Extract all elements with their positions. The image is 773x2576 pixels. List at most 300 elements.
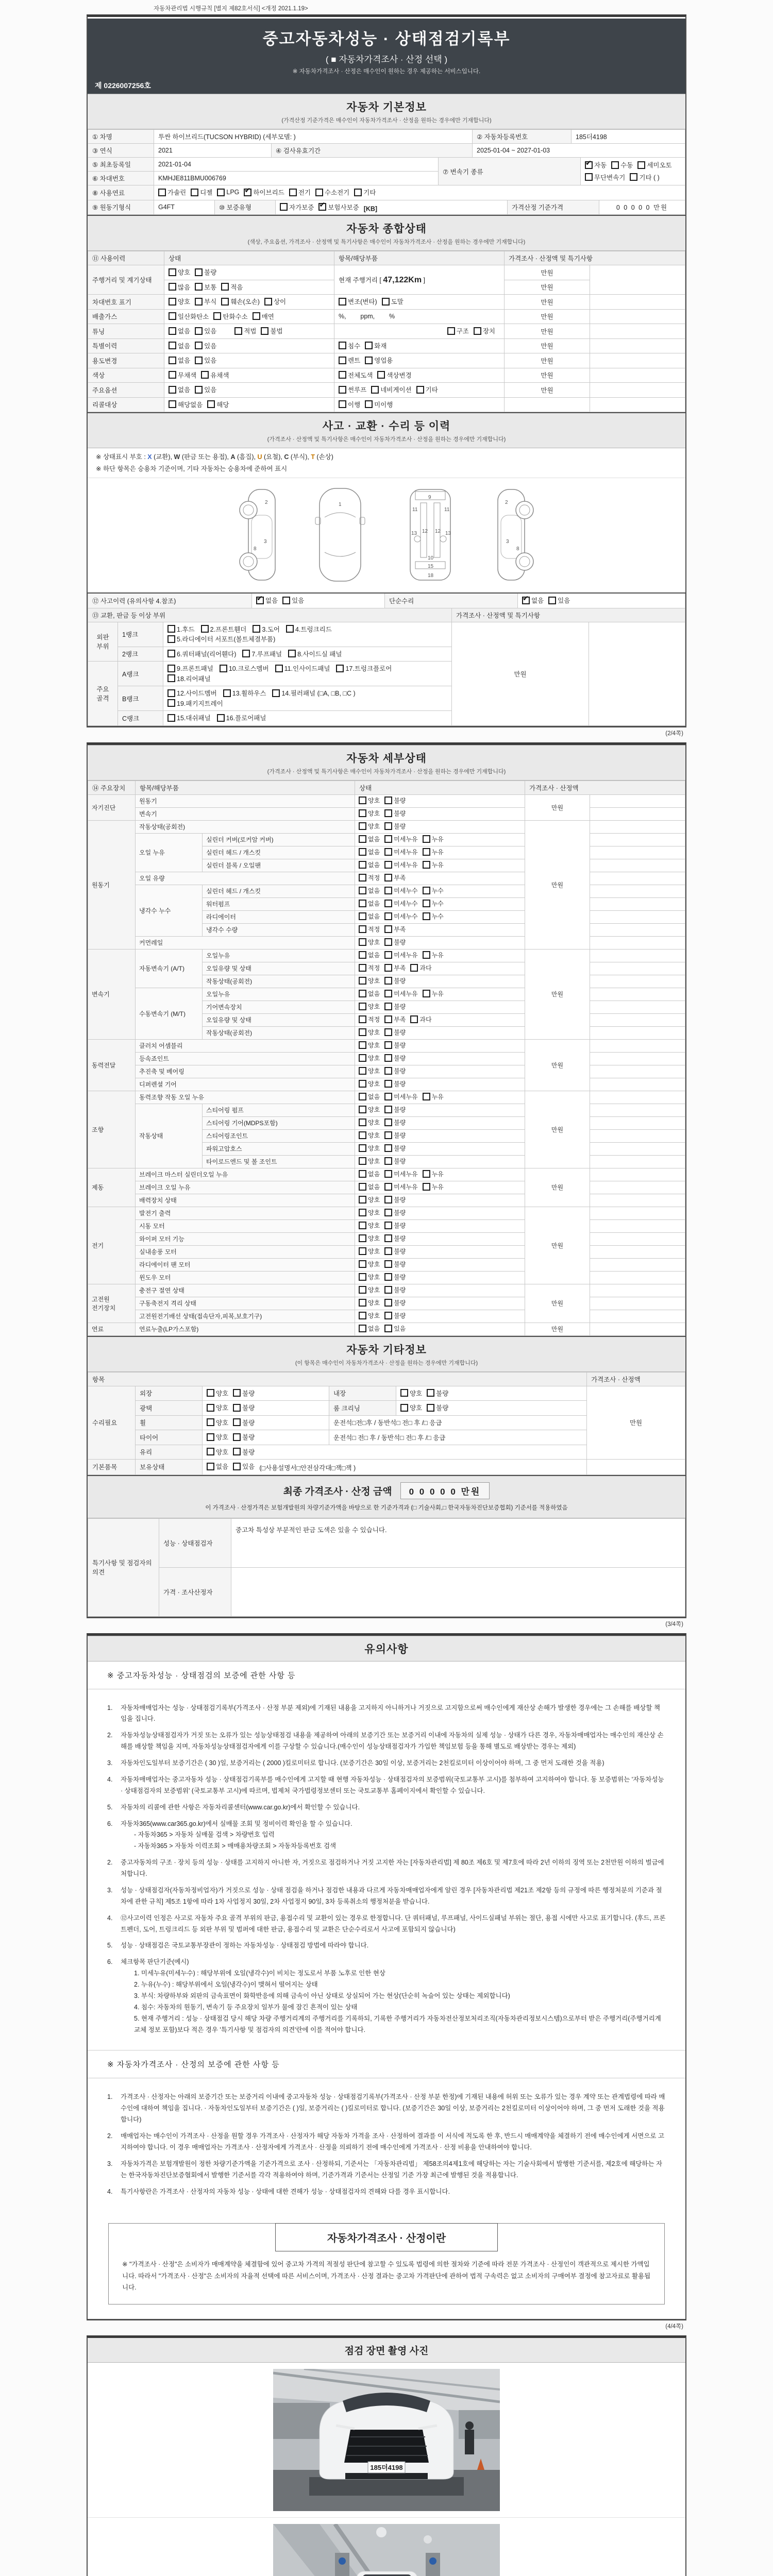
checkbox-icon[interactable] [195, 298, 203, 306]
checkbox-누유[interactable]: 누유 [423, 835, 444, 843]
checkbox-icon[interactable] [167, 625, 175, 633]
checkbox-icon[interactable] [384, 1247, 392, 1255]
checkbox-일산화탄소[interactable]: 일산화탄소 [169, 312, 209, 321]
car-underbody-diagram[interactable] [399, 485, 462, 584]
checkbox-icon[interactable] [359, 990, 366, 997]
checkbox-icon[interactable] [359, 1106, 366, 1113]
checkbox-icon[interactable] [207, 1463, 214, 1470]
checkbox-icon[interactable] [318, 203, 326, 211]
checkbox-icon[interactable] [384, 1260, 392, 1268]
checkbox-양호[interactable]: 양호 [359, 796, 380, 805]
checkbox-icon[interactable] [280, 203, 288, 211]
checkbox-기타[interactable]: 기타 [354, 188, 376, 197]
checkbox-icon[interactable] [207, 1448, 214, 1455]
checkbox-icon[interactable] [384, 1093, 392, 1100]
checkbox-양호[interactable]: 양호 [207, 1418, 228, 1427]
checkbox-양호[interactable]: 양호 [400, 1388, 422, 1398]
checkbox-없음[interactable]: 없음 [359, 1182, 380, 1191]
checkbox-누수[interactable]: 누수 [423, 899, 444, 908]
checkbox-icon[interactable] [384, 1325, 392, 1332]
checkbox-없음[interactable]: 없음 [359, 989, 380, 998]
checkbox-양호[interactable]: 양호 [359, 1157, 380, 1165]
checkbox-없음[interactable]: ✔ 없음 [256, 596, 278, 605]
checkbox-icon[interactable] [359, 1054, 366, 1062]
checkbox-미세누수[interactable]: 미세누수 [384, 886, 417, 895]
checkbox-전체도색[interactable]: 전체도색 [339, 370, 373, 380]
checkbox-icon[interactable] [359, 1247, 366, 1255]
checkbox-icon[interactable] [233, 1389, 241, 1397]
checkbox-부족[interactable]: 부족 [384, 873, 406, 882]
checkbox-양호[interactable]: 양호 [359, 1028, 380, 1037]
checkbox-불량[interactable]: 불량 [384, 809, 406, 818]
checkbox-없음[interactable]: 없음 [169, 341, 190, 350]
checkbox-icon[interactable] [339, 357, 346, 364]
checkbox-불량[interactable]: 불량 [384, 1105, 406, 1114]
checkbox-icon[interactable] [233, 1433, 241, 1441]
checkbox-icon[interactable] [384, 835, 392, 843]
checkbox-icon[interactable] [359, 1312, 366, 1319]
checkbox-icon[interactable] [384, 1286, 392, 1294]
checkbox-icon[interactable] [359, 951, 366, 959]
checkbox-불량[interactable]: 불량 [384, 938, 406, 946]
checkbox-icon[interactable] [339, 298, 346, 306]
checkbox-해당없음[interactable]: 해당없음 [169, 400, 203, 409]
checkbox-장치[interactable]: 장치 [474, 326, 495, 335]
checkbox-icon[interactable] [384, 1157, 392, 1165]
checkbox-있음[interactable]: 있음 [548, 596, 570, 605]
checkbox-icon[interactable] [275, 665, 283, 672]
checkbox-icon[interactable] [359, 1222, 366, 1229]
checkbox-있음[interactable]: 있음 [195, 326, 216, 335]
checkbox-무채색[interactable]: 무채색 [169, 370, 196, 380]
checkbox-icon[interactable] [339, 386, 346, 394]
checkbox-불량[interactable]: 불량 [384, 1028, 406, 1037]
checkbox-미세누수[interactable]: 미세누수 [384, 899, 417, 908]
checkbox-있음[interactable]: 있음 [195, 341, 216, 350]
checkbox-icon[interactable] [637, 161, 645, 169]
checkbox-icon[interactable] [423, 1093, 430, 1100]
checkbox-가솔린[interactable]: 가솔린 [158, 188, 186, 197]
checkbox-누유[interactable]: 누유 [423, 1182, 444, 1191]
checkbox-icon[interactable] [336, 665, 344, 672]
checkbox-미세누수[interactable]: 미세누수 [384, 912, 417, 921]
checkbox-없음[interactable]: 없음 [169, 385, 190, 394]
checkbox-icon[interactable] [427, 1389, 434, 1397]
checkbox-icon[interactable] [359, 861, 366, 869]
checkbox-자동[interactable]: ✔ 자동 [585, 160, 607, 170]
checkbox-불량[interactable]: 불량 [233, 1418, 255, 1427]
checkbox-icon[interactable] [359, 1003, 366, 1010]
checkbox-icon[interactable] [365, 342, 373, 349]
checkbox-icon[interactable] [234, 327, 242, 335]
checkbox-불량[interactable]: 불량 [384, 1298, 406, 1307]
checkbox-미세누유[interactable]: 미세누유 [384, 860, 417, 869]
checkbox-icon[interactable] [384, 874, 392, 882]
checkbox-icon[interactable] [384, 1144, 392, 1152]
checkbox-icon[interactable] [359, 938, 366, 946]
checkbox-불량[interactable]: 불량 [384, 1285, 406, 1294]
checkbox-icon[interactable] [377, 371, 385, 379]
checkbox-자가보증[interactable]: 자가보증 [280, 202, 314, 212]
checkbox-없음[interactable]: 없음 [359, 899, 380, 908]
checkbox-icon[interactable] [359, 1028, 366, 1036]
checkbox-적정[interactable]: 적정 [359, 925, 380, 934]
checkbox-icon[interactable] [384, 1196, 392, 1204]
checkbox-icon[interactable] [282, 597, 290, 604]
checkbox-icon[interactable] [423, 887, 430, 894]
checkbox-icon[interactable] [359, 1299, 366, 1307]
checkbox-icon[interactable] [427, 1404, 434, 1412]
checkbox-양호[interactable]: 양호 [207, 1403, 228, 1412]
checkbox-보험사보증[interactable]: ✔ 보험사보증 [318, 202, 359, 212]
checkbox-icon[interactable] [400, 1389, 408, 1397]
checkbox-양호[interactable]: 양호 [207, 1388, 228, 1398]
checkbox-없음[interactable]: 없음 [359, 1324, 380, 1333]
checkbox-icon[interactable] [384, 951, 392, 959]
checkbox-icon[interactable] [630, 173, 637, 181]
checkbox-불량[interactable]: 불량 [384, 1131, 406, 1140]
checkbox-icon[interactable] [221, 283, 229, 291]
checkbox-icon[interactable] [359, 964, 366, 972]
checkbox-icon[interactable] [384, 938, 392, 946]
checkbox-양호[interactable]: 양호 [359, 1260, 380, 1268]
checkbox-icon[interactable] [233, 1448, 241, 1455]
checkbox-영업용[interactable]: 영업용 [365, 355, 393, 365]
checkbox-불법[interactable]: 불법 [261, 326, 282, 335]
checkbox-icon[interactable] [359, 1196, 366, 1204]
checkbox-없음[interactable]: 없음 [359, 848, 380, 856]
checkbox-미세누유[interactable]: 미세누유 [384, 989, 417, 998]
checkbox-양호[interactable]: 양호 [359, 809, 380, 818]
checkbox-불량[interactable]: 불량 [195, 267, 216, 277]
checkbox-icon[interactable] [207, 1389, 214, 1397]
checkbox-icon[interactable] [384, 822, 392, 830]
car-top-view-diagram[interactable] [311, 485, 369, 584]
checkbox-미세누유[interactable]: 미세누유 [384, 848, 417, 856]
checkbox-색상변경[interactable]: 색상변경 [377, 370, 411, 380]
checkbox-icon[interactable] [423, 900, 430, 907]
checkbox-icon[interactable] [359, 1260, 366, 1268]
checkbox-icon[interactable] [233, 1418, 241, 1426]
checkbox-양호[interactable]: 양호 [359, 1234, 380, 1243]
checkbox-icon[interactable] [423, 848, 430, 856]
checkbox-icon[interactable] [384, 1209, 392, 1216]
checkbox-없음[interactable]: 없음 [359, 835, 380, 843]
checkbox-icon[interactable] [359, 1234, 366, 1242]
checkbox-양호[interactable]: 양호 [359, 1221, 380, 1230]
checkbox-불량[interactable]: 불량 [384, 1195, 406, 1204]
checkbox-icon[interactable] [289, 189, 297, 196]
checkbox-양호[interactable]: 양호 [359, 976, 380, 985]
checkbox-양호[interactable]: 양호 [207, 1432, 228, 1442]
checkbox-icon[interactable] [384, 1234, 392, 1242]
checkbox-미세누유[interactable]: 미세누유 [384, 951, 417, 959]
checkbox-탄화수소[interactable]: 탄화수소 [213, 312, 247, 321]
checkbox-icon[interactable] [207, 1433, 214, 1441]
checkbox-icon[interactable] [359, 1209, 366, 1216]
checkbox-icon[interactable] [169, 283, 176, 291]
checkbox-icon[interactable] [384, 1183, 392, 1191]
checkbox-icon[interactable] [384, 900, 392, 907]
checkbox-icon[interactable] [359, 977, 366, 985]
checkbox-icon[interactable] [158, 189, 166, 196]
photo-lifted-view[interactable] [88, 2518, 685, 2576]
checkbox-수동[interactable]: 수동 [611, 160, 633, 170]
checkbox-icon[interactable] [195, 386, 203, 394]
checkbox-누유[interactable]: 누유 [423, 1092, 444, 1101]
checkbox-불량[interactable]: 불량 [384, 1054, 406, 1062]
checkbox-변조(변타)[interactable]: 변조(변타) [339, 297, 377, 306]
checkbox-양호[interactable]: 양호 [359, 1105, 380, 1114]
checkbox-icon[interactable] [169, 357, 176, 364]
checkbox-icon[interactable] [384, 990, 392, 997]
checkbox-icon[interactable] [384, 1131, 392, 1139]
checkbox-icon[interactable] [365, 400, 373, 408]
checkbox-icon[interactable] [339, 371, 346, 379]
checkbox-icon[interactable] [223, 689, 231, 697]
checkbox-불량[interactable]: 불량 [384, 976, 406, 985]
checkbox-하이브리드[interactable]: ✔ 하이브리드 [244, 188, 284, 197]
checkbox-렌트[interactable]: 렌트 [339, 355, 360, 365]
checkbox-있음[interactable]: 있음 [282, 596, 304, 605]
checkbox-icon[interactable] [359, 835, 366, 843]
checkbox-썬루프[interactable]: 썬루프 [339, 385, 366, 394]
checkbox-icon[interactable] [359, 848, 366, 856]
checkbox-불량[interactable]: 불량 [233, 1388, 255, 1398]
checkbox-적정[interactable]: 적정 [359, 873, 380, 882]
checkbox-전기[interactable]: 전기 [289, 188, 311, 197]
checkbox-화재[interactable]: 화재 [365, 341, 386, 350]
checkbox-icon[interactable] [217, 189, 225, 196]
checkbox-LPG[interactable]: LPG [217, 189, 239, 196]
checkbox-icon[interactable] [384, 1106, 392, 1113]
checkbox-양호[interactable]: 양호 [359, 822, 380, 831]
checkbox-불량[interactable]: 불량 [384, 1079, 406, 1088]
checkbox-기타 ( )[interactable]: 기타 ( ) [630, 173, 659, 182]
checkbox-icon[interactable] [423, 1183, 430, 1191]
checkbox-양호[interactable]: 양호 [359, 938, 380, 946]
checkbox-해당[interactable]: 해당 [207, 400, 229, 409]
checkbox-icon[interactable] [423, 912, 430, 920]
checkbox-없음[interactable]: 없음 [207, 1462, 228, 1471]
checkbox-양호[interactable]: 양호 [359, 1273, 380, 1281]
checkbox-불량[interactable]: 불량 [384, 1221, 406, 1230]
checkbox-과다[interactable]: 과다 [410, 963, 431, 972]
checkbox-불량[interactable]: 불량 [427, 1388, 448, 1398]
checkbox-icon[interactable] [423, 861, 430, 869]
checkbox-불량[interactable]: 불량 [384, 1002, 406, 1011]
checkbox-icon[interactable] [359, 1325, 366, 1332]
checkbox-icon[interactable] [384, 848, 392, 856]
checkbox-없음[interactable]: 없음 [359, 912, 380, 921]
checkbox-icon[interactable] [169, 342, 176, 349]
checkbox-icon[interactable] [256, 597, 264, 604]
checkbox-icon[interactable] [359, 874, 366, 882]
checkbox-icon[interactable] [384, 809, 392, 817]
checkbox-icon[interactable] [384, 1054, 392, 1062]
checkbox-미세누유[interactable]: 미세누유 [384, 1092, 417, 1101]
checkbox-icon[interactable] [217, 714, 225, 722]
checkbox-양호[interactable]: 양호 [359, 1247, 380, 1256]
checkbox-icon[interactable] [423, 835, 430, 843]
checkbox-불량[interactable]: 불량 [427, 1403, 448, 1412]
checkbox-icon[interactable] [288, 650, 296, 657]
checkbox-icon[interactable] [410, 964, 418, 972]
checkbox-양호[interactable]: 양호 [359, 1298, 380, 1307]
checkbox-양호[interactable]: 양호 [359, 1041, 380, 1049]
checkbox-icon[interactable] [474, 327, 481, 335]
checkbox-icon[interactable] [359, 1144, 366, 1152]
checkbox-있음[interactable]: 있음 [195, 385, 216, 394]
checkbox-icon[interactable] [359, 1157, 366, 1165]
checkbox-많음[interactable]: 많음 [169, 282, 190, 292]
checkbox-icon[interactable] [213, 312, 221, 320]
checkbox-icon[interactable] [384, 1028, 392, 1036]
checkbox-매연[interactable]: 매연 [253, 312, 274, 321]
checkbox-무단변속기[interactable]: 무단변속기 [585, 173, 625, 182]
checkbox-누수[interactable]: 누수 [423, 886, 444, 895]
checkbox-부식[interactable]: 부식 [195, 297, 216, 306]
checkbox-부족[interactable]: 부족 [384, 1015, 406, 1024]
checkbox-icon[interactable] [384, 1080, 392, 1088]
checkbox-양호[interactable]: 양호 [359, 1066, 380, 1075]
checkbox-icon[interactable] [191, 189, 198, 196]
checkbox-양호[interactable]: 양호 [359, 1131, 380, 1140]
checkbox-icon[interactable] [169, 400, 176, 408]
checkbox-icon[interactable] [359, 912, 366, 920]
checkbox-icon[interactable] [384, 796, 392, 804]
checkbox-icon[interactable] [339, 400, 346, 408]
checkbox-적음[interactable]: 적음 [221, 282, 243, 292]
checkbox-icon[interactable] [169, 312, 176, 320]
checkbox-icon[interactable] [201, 371, 209, 379]
checkbox-icon[interactable] [359, 1015, 366, 1023]
checkbox-양호[interactable]: 양호 [400, 1403, 422, 1412]
checkbox-icon[interactable] [359, 1273, 366, 1281]
checkbox-불량[interactable]: 불량 [384, 1247, 406, 1256]
checkbox-누유[interactable]: 누유 [423, 848, 444, 856]
checkbox-없음[interactable]: 없음 [359, 951, 380, 959]
checkbox-없음[interactable]: ✔ 없음 [522, 596, 544, 605]
checkbox-icon[interactable] [359, 809, 366, 817]
checkbox-있음[interactable]: 있음 [195, 355, 216, 365]
checkbox-불량[interactable]: 불량 [384, 1041, 406, 1049]
checkbox-누유[interactable]: 누유 [423, 860, 444, 869]
checkbox-icon[interactable] [169, 371, 176, 379]
checkbox-icon[interactable] [169, 298, 176, 306]
checkbox-적법[interactable]: 적법 [234, 326, 256, 335]
checkbox-양호[interactable]: 양호 [359, 1195, 380, 1204]
checkbox-icon[interactable] [384, 925, 392, 933]
checkbox-icon[interactable] [261, 327, 268, 335]
checkbox-icon[interactable] [233, 1404, 241, 1412]
checkbox-양호[interactable]: 양호 [359, 1002, 380, 1011]
checkbox-적정[interactable]: 적정 [359, 963, 380, 972]
checkbox-icon[interactable] [244, 189, 251, 196]
checkbox-불량[interactable]: 불량 [384, 1066, 406, 1075]
checkbox-icon[interactable] [384, 1299, 392, 1307]
checkbox-없음[interactable]: 없음 [169, 355, 190, 365]
checkbox-양호[interactable]: 양호 [359, 1054, 380, 1062]
checkbox-없음[interactable]: 없음 [359, 860, 380, 869]
checkbox-불량[interactable]: 불량 [384, 1208, 406, 1217]
checkbox-양호[interactable]: 양호 [359, 1118, 380, 1127]
checkbox-불량[interactable]: 불량 [233, 1432, 255, 1442]
checkbox-누유[interactable]: 누유 [423, 1170, 444, 1178]
checkbox-불량[interactable]: 불량 [233, 1447, 255, 1456]
checkbox-양호[interactable]: 양호 [359, 1285, 380, 1294]
checkbox-양호[interactable]: 양호 [207, 1447, 228, 1456]
checkbox-미이행[interactable]: 미이행 [365, 400, 393, 409]
checkbox-양호[interactable]: 양호 [359, 1079, 380, 1088]
checkbox-icon[interactable] [167, 665, 175, 672]
checkbox-양호[interactable]: 양호 [359, 1144, 380, 1153]
checkbox-누수[interactable]: 누수 [423, 912, 444, 921]
checkbox-불량[interactable]: 불량 [384, 1273, 406, 1281]
checkbox-icon[interactable] [384, 964, 392, 972]
checkbox-icon[interactable] [384, 1003, 392, 1010]
checkbox-icon[interactable] [201, 625, 209, 633]
checkbox-icon[interactable] [423, 990, 430, 997]
checkbox-icon[interactable] [585, 173, 593, 181]
checkbox-icon[interactable] [416, 386, 424, 394]
checkbox-icon[interactable] [611, 161, 619, 169]
checkbox-없음[interactable]: 없음 [359, 1170, 380, 1178]
checkbox-icon[interactable] [167, 689, 175, 697]
checkbox-icon[interactable] [384, 1015, 392, 1023]
checkbox-부족[interactable]: 부족 [384, 963, 406, 972]
checkbox-icon[interactable] [384, 977, 392, 985]
checkbox-icon[interactable] [359, 1118, 366, 1126]
checkbox-icon[interactable] [207, 400, 215, 408]
checkbox-icon[interactable] [242, 650, 250, 657]
checkbox-icon[interactable] [359, 1093, 366, 1100]
checkbox-불량[interactable]: 불량 [384, 796, 406, 805]
checkbox-세미오토[interactable]: 세미오토 [637, 160, 671, 170]
checkbox-icon[interactable] [384, 1118, 392, 1126]
checkbox-없음[interactable]: 없음 [169, 326, 190, 335]
checkbox-icon[interactable] [359, 887, 366, 894]
checkbox-네비게이션[interactable]: 네비게이션 [371, 385, 411, 394]
checkbox-icon[interactable] [522, 597, 530, 604]
checkbox-기타[interactable]: 기타 [416, 385, 438, 394]
checkbox-적정[interactable]: 적정 [359, 1015, 380, 1024]
checkbox-icon[interactable] [359, 822, 366, 830]
checkbox-icon[interactable] [384, 861, 392, 869]
checkbox-icon[interactable] [167, 674, 175, 682]
checkbox-미세누유[interactable]: 미세누유 [384, 1182, 417, 1191]
checkbox-icon[interactable] [384, 912, 392, 920]
checkbox-수소전기[interactable]: 수소전기 [315, 188, 349, 197]
checkbox-디젤[interactable]: 디젤 [191, 188, 212, 197]
checkbox-icon[interactable] [272, 689, 280, 697]
checkbox-icon[interactable] [195, 342, 203, 349]
checkbox-icon[interactable] [359, 1183, 366, 1191]
checkbox-있음[interactable]: 있음 [233, 1462, 255, 1471]
checkbox-icon[interactable] [195, 268, 203, 276]
checkbox-icon[interactable] [359, 925, 366, 933]
checkbox-양호[interactable]: 양호 [359, 1311, 380, 1320]
checkbox-icon[interactable] [382, 298, 390, 306]
checkbox-icon[interactable] [423, 1170, 430, 1178]
checkbox-icon[interactable] [359, 1067, 366, 1075]
checkbox-icon[interactable] [221, 298, 229, 306]
checkbox-icon[interactable] [354, 189, 362, 196]
checkbox-불량[interactable]: 불량 [384, 1260, 406, 1268]
checkbox-icon[interactable] [585, 161, 593, 169]
checkbox-icon[interactable] [339, 342, 346, 349]
checkbox-불량[interactable]: 불량 [233, 1403, 255, 1412]
